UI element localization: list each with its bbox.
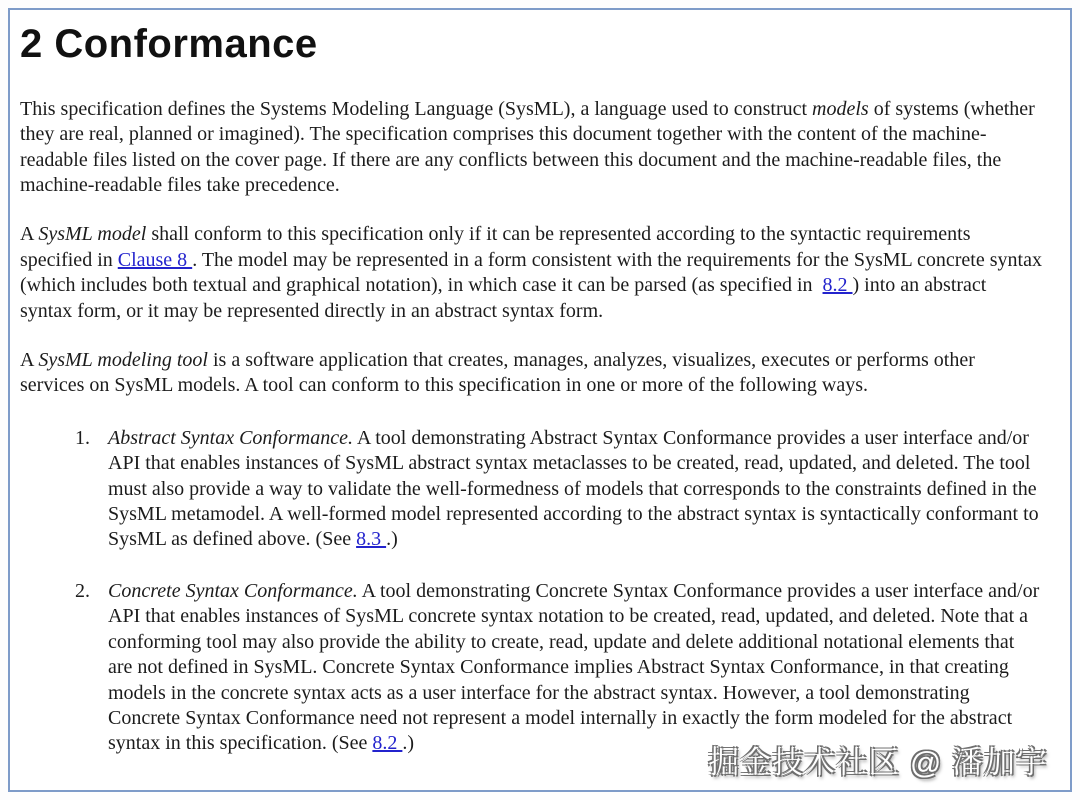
text-run: ) into an abstract syntax form, or it may be represented directly in an abstract syntax form. [20, 274, 987, 322]
list-item-text [108, 427, 1039, 551]
text-run: Abstract Syntax Conformance. [108, 426, 353, 449]
text-run: SysML model [38, 223, 147, 246]
doc-link[interactable]: 8.2 [372, 732, 403, 755]
paragraph-modeling-tool [20, 348, 1042, 399]
doc-link[interactable]: 8.3 [356, 528, 387, 551]
document-page [8, 8, 1072, 792]
text-run: Concrete Syntax Conformance. [108, 579, 358, 602]
list-item-abstract-syntax-conformance [20, 426, 1042, 553]
text-run: This specification defines the Systems Modeling Language (SysML), a language used to construct [20, 97, 813, 120]
section-title: 2 Conformance [20, 22, 318, 66]
text-run: SysML modeling tool [38, 349, 208, 372]
paragraph-sysml-model [20, 222, 1042, 324]
text-run: A [20, 349, 39, 372]
watermark: 掘金技术社区 @ 潘加宇 [708, 745, 1048, 780]
doc-link[interactable]: 8.2 [822, 274, 853, 297]
list-item-number: 1. [75, 426, 90, 449]
text-run: models [812, 97, 869, 120]
conformance-list [20, 426, 1042, 757]
text-run: of systems (whether they are real, planned or imagined). The specification comprises this document together with the content of the machine-readable files listed on the cover page. If there are any conflicts between this document and the machine-readable files, the machine-readable files take precedence. [20, 97, 1035, 197]
doc-link[interactable]: Clause 8 [117, 248, 193, 271]
text-run: A tool demonstrating Concrete Syntax Conformance provides a user interface and/or API that enables instances of SysML concrete syntax notation to be created, read, updated, and deleted. Note that a conforming tool may also provide the ability to create, read, update and delete additional notational elements that are not defined in SysML. Concrete Syntax Conformance implies Abstract Syntax Conformance, in that creating models in the concrete syntax acts as a user interface for the abstract syntax. However, a tool demonstrating Concrete Syntax Conformance need not represent a model internally in exactly the form modeled for the abstract syntax in this specification. (See [108, 579, 1040, 755]
text-run: A [20, 223, 39, 246]
paragraph-intro [20, 97, 1042, 199]
text-run: . The model may be represented in a form consistent with the requirements for the SysML concrete syntax (which includes both textual and graphical notation), in which case it can be parsed (as specified in [20, 248, 1042, 297]
text-run: A tool demonstrating Abstract Syntax Conformance provides a user interface and/or API that enables instances of SysML abstract syntax metaclasses to be created, read, updated, and deleted. The tool must also provide a way to validate the well-formedness of models that corresponds to the constraints defined in the SysML metamodel. A well-formed model represented according to the abstract syntax is syntactically conformant to SysML as defined above. (See [108, 426, 1039, 551]
text-run: shall conform to this specification only if it can be represented according to the syntactic requirements specified in [20, 223, 971, 271]
list-item-number: 2. [75, 579, 90, 602]
list-item-concrete-syntax-conformance [20, 579, 1042, 757]
text-run: .) [386, 528, 398, 551]
text-run: .) [402, 732, 415, 755]
text-run: is a software application that creates, manages, analyzes, visualizes, executes or performs other services on SysML models. A tool can conform to this specification in one or more of the following ways. [20, 349, 975, 397]
list-item-text [108, 580, 1039, 754]
